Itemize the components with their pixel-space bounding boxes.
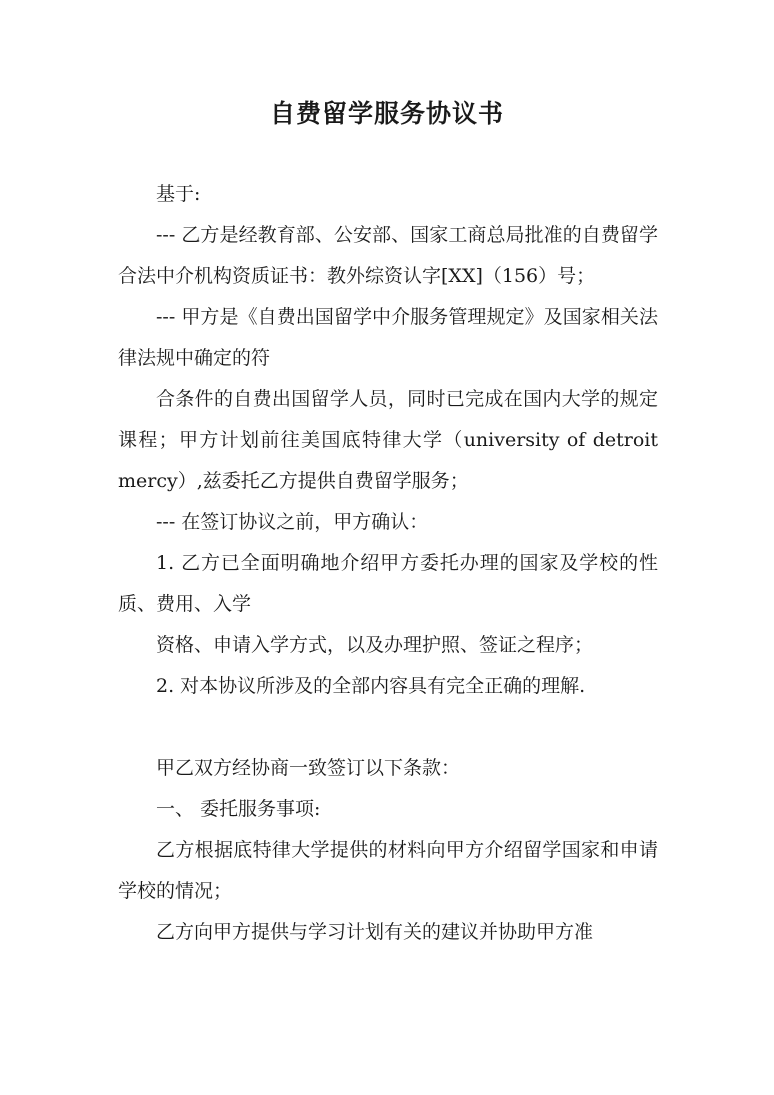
document-title: 自费留学服务协议书 (269, 99, 504, 128)
paragraph-party-a-plan: 合条件的自费出国留学人员，同时已完成在国内大学的规定课程；甲方计划前往美国底特律大学（university of detroit mercy）,兹委托乙方提供自费留学服务； (118, 388, 658, 492)
paragraph-party-b-qualification: --- 乙方是经教育部、公安部、国家工商总局批准的自费留学合法中介机构资质证书：教外综资认字[XX]（156）号； (118, 224, 658, 287)
paragraph-party-a-status: --- 甲方是《自费出国留学中介服务管理规定》及国家相关法律法规中确定的符 (118, 306, 658, 369)
document-body (118, 174, 658, 953)
section-heading-services: 一、 委托服务事项: (156, 798, 321, 820)
paragraph-service-2: 乙方向甲方提供与学习计划有关的建议并协助甲方准 (156, 921, 594, 943)
paragraph-confirm-item-1-cont: 资格、申请入学方式，以及办理护照、签证之程序； (156, 634, 594, 656)
paragraph-service-1: 乙方根据底特律大学提供的材料向甲方介绍留学国家和申请学校的情况； (118, 839, 658, 902)
paragraph-agreement-intro: 甲乙双方经协商一致签订以下条款： (156, 757, 461, 779)
paragraph-confirm-item-1: 1. 乙方已全面明确地介绍甲方委托办理的国家及学校的性质、费用、入学 (118, 552, 658, 615)
paragraph-party-a-confirm: --- 在签订协议之前，甲方确认： (156, 511, 429, 533)
paragraph-confirm-item-2: 2. 对本协议所涉及的全部内容具有完全正确的理解. (156, 675, 586, 697)
paragraph-basis: 基于: (156, 183, 201, 205)
paragraph-spacer (118, 707, 658, 748)
